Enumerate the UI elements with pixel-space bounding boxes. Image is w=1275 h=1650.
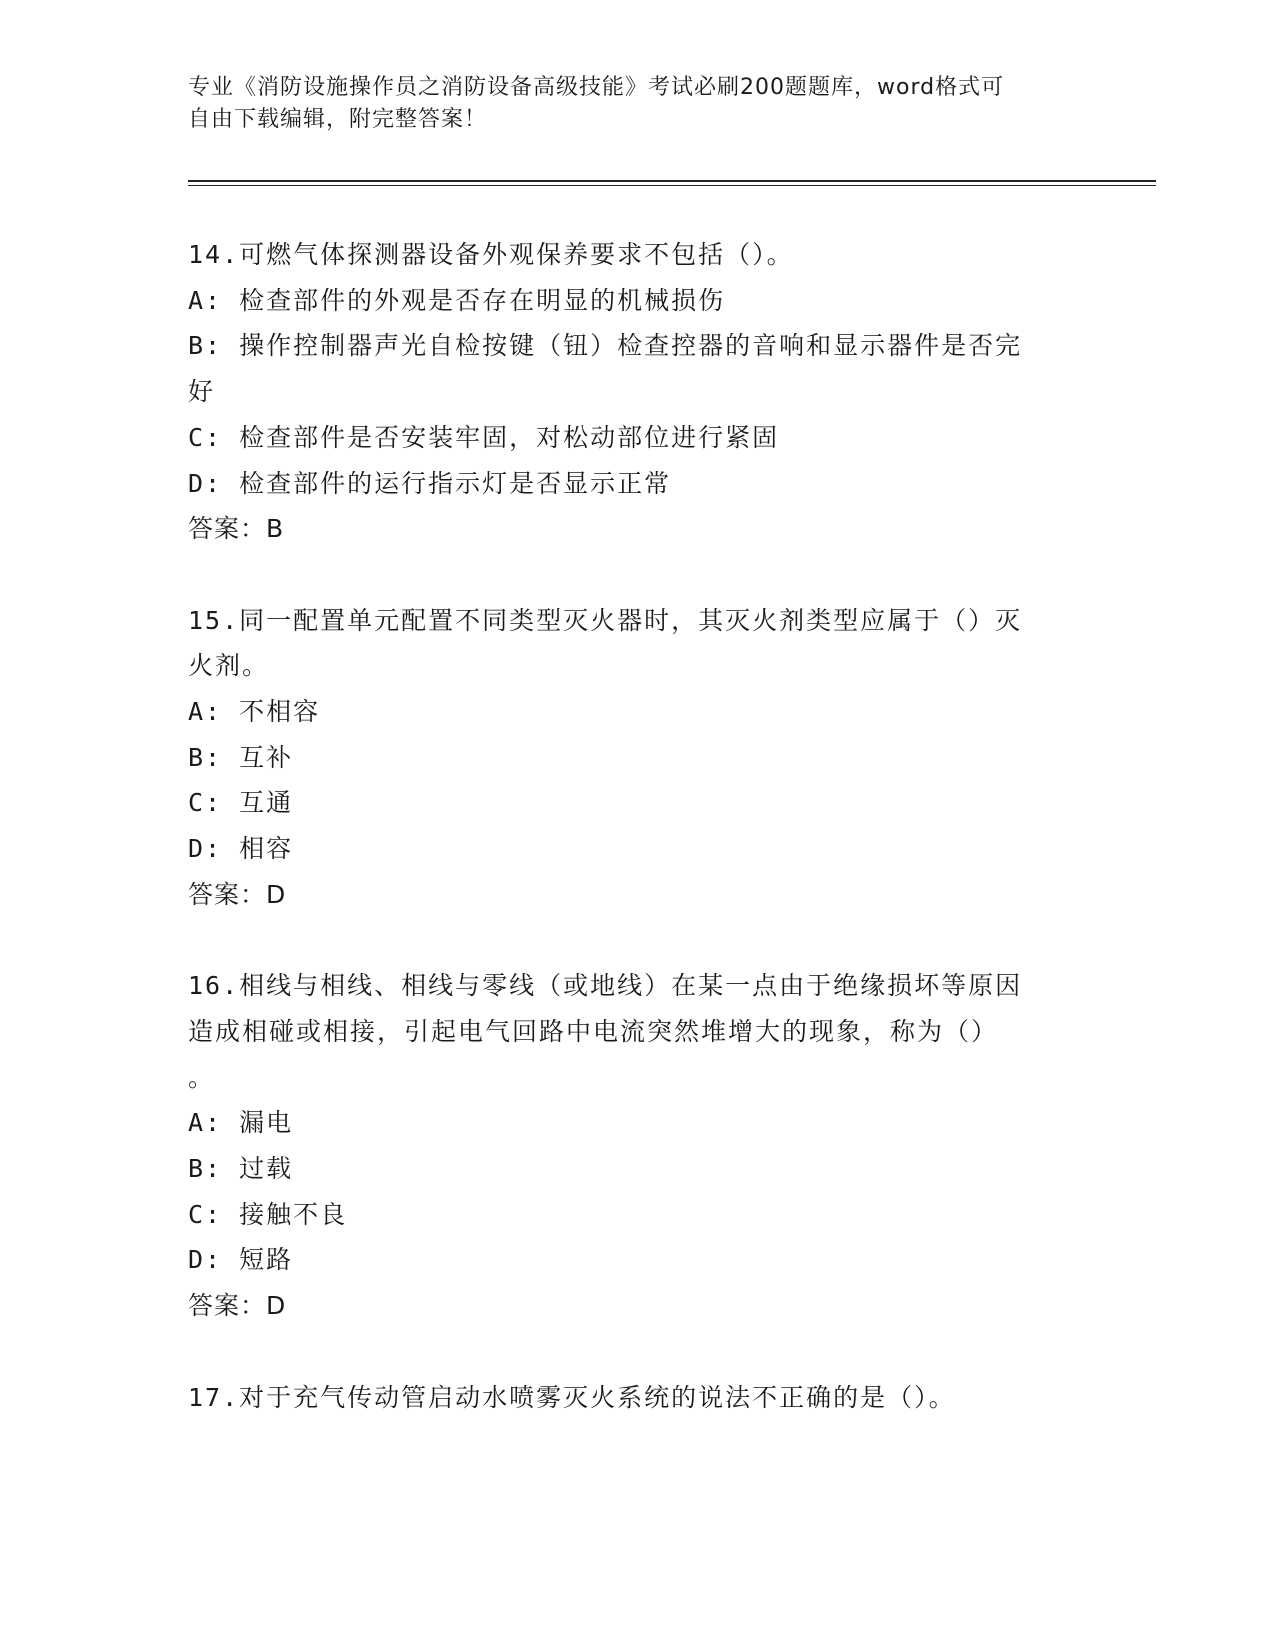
option-line: B: 过载 (188, 1154, 294, 1184)
question-block (188, 963, 1068, 1329)
question-spacer (188, 552, 1068, 598)
question-block (188, 232, 1068, 552)
question-list (188, 232, 1068, 1420)
header-line-1: 专业《消防设施操作员之消防设备高级技能》考试必刷200题题库，word格式可 (188, 75, 1005, 100)
option-line: D: 短路 (188, 1245, 294, 1275)
option-line: A: 不相容 (188, 697, 321, 727)
question-spacer (188, 1329, 1068, 1375)
question-block (188, 598, 1068, 918)
question-stem-line: 14.可燃气体探测器设备外观保养要求不包括（）。 (188, 240, 794, 269)
question-block (188, 1375, 1068, 1421)
answer-line: 答案：B (188, 514, 285, 544)
question-stem-line: 17.对于充气传动管启动水喷雾灭火系统的说法不正确的是（）。 (188, 1382, 956, 1412)
option-line: A: 漏电 (188, 1108, 294, 1138)
question-stem-line: 。 (188, 1062, 216, 1092)
question-stem-line: 造成相碰或相接，引起电气回路中电流突然堆增大的现象，称为（） (188, 1016, 999, 1046)
option-line: B: 操作控制器声光自检按键（钮）检查控器的音响和显示器件是否完 (188, 331, 1023, 361)
question-stem-line: 火剂。 (188, 651, 270, 681)
option-line: D: 检查部件的运行指示灯是否显示正常 (188, 468, 672, 498)
option-line: A: 检查部件的外观是否存在明显的机械损伤 (188, 285, 726, 315)
answer-line: 答案：D (188, 1291, 287, 1321)
header-line-2: 自由下载编辑，附完整答案！ (188, 107, 488, 132)
option-line: 好 (188, 377, 216, 407)
document-header (188, 72, 1088, 136)
answer-line: 答案：D (188, 879, 287, 909)
option-line: C: 互通 (188, 788, 294, 818)
question-stem-line: 15.同一配置单元配置不同类型灭火器时，其灭火剂类型应属于（）灭 (188, 605, 1023, 635)
option-line: B: 互补 (188, 742, 294, 772)
option-line: C: 检查部件是否安装牢固，对松动部位进行紧固 (188, 422, 780, 452)
option-line: C: 接触不良 (188, 1199, 348, 1229)
header-rule-bottom (188, 185, 1156, 186)
option-line: D: 相容 (188, 834, 294, 864)
question-stem-line: 16.相线与相线、相线与零线（或地线）在某一点由于绝缘损坏等原因 (188, 971, 1023, 1001)
question-spacer (188, 918, 1068, 964)
header-rule-top (188, 180, 1156, 182)
